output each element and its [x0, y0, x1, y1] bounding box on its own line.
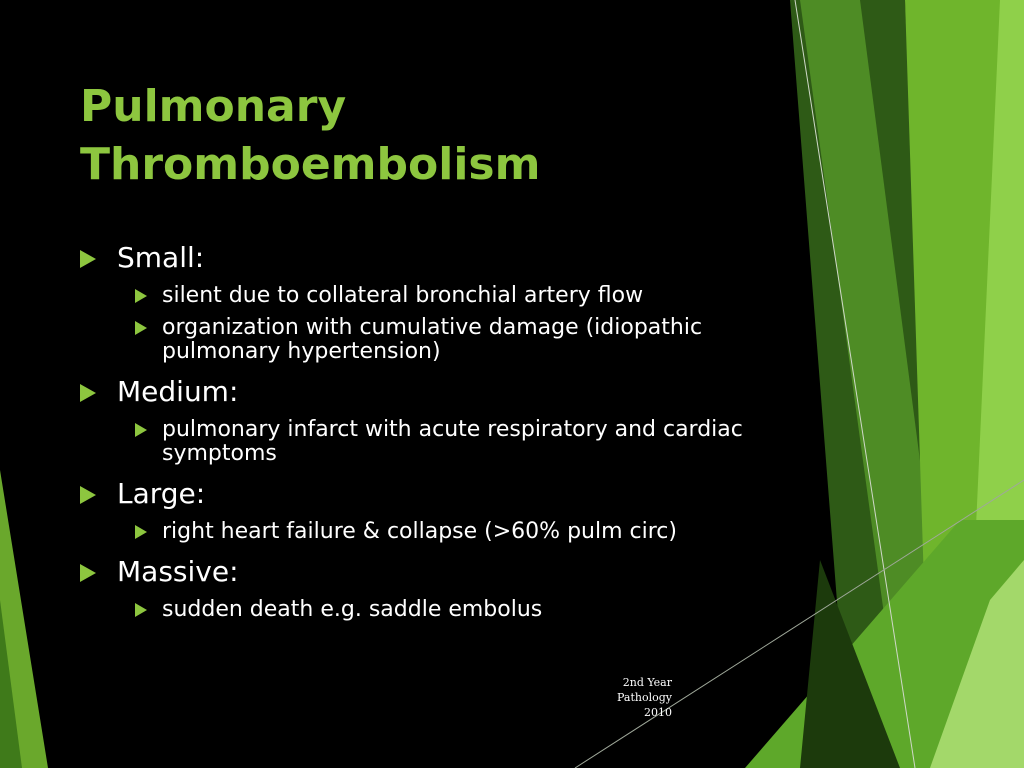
footer-line: 2nd Year	[622, 676, 672, 689]
sub-bullet-item	[135, 598, 752, 622]
bullet-list	[80, 238, 780, 630]
bullet-item-large	[80, 474, 780, 514]
triangle-right-icon	[80, 250, 96, 268]
triangle-right-icon	[135, 603, 147, 617]
slide-footer	[560, 675, 672, 720]
triangle-right-icon	[135, 289, 147, 303]
slide-title	[80, 78, 720, 194]
sub-bullet-item	[135, 520, 752, 544]
triangle-right-icon	[80, 384, 96, 402]
sub-bullet-text: pulmonary infarct with acute respiratory and cardiac symptoms	[162, 417, 743, 466]
bullet-label: Massive:	[117, 555, 239, 588]
bullet-item-small	[80, 238, 780, 278]
sub-bullet-item	[135, 316, 752, 364]
bullet-item-massive	[80, 552, 780, 592]
sub-bullet-text: organization with cumulative damage (idiopathic pulmonary hypertension)	[162, 315, 703, 364]
sub-bullet-text: silent due to collateral bronchial artery flow	[162, 283, 644, 308]
slide-title-line: Pulmonary	[80, 81, 347, 132]
footer-line: Pathology	[617, 691, 672, 704]
bullet-label: Large:	[117, 477, 206, 510]
slide-title-line: Thromboembolism	[80, 139, 541, 190]
bullet-label: Medium:	[117, 375, 239, 408]
sub-bullet-item	[135, 284, 752, 308]
sub-bullet-text: sudden death e.g. saddle embolus	[162, 597, 543, 622]
triangle-right-icon	[135, 525, 147, 539]
triangle-right-icon	[135, 321, 147, 335]
triangle-right-icon	[80, 564, 96, 582]
triangle-right-icon	[80, 486, 96, 504]
footer-line: 2010	[644, 706, 672, 719]
sub-bullet-text: right heart failure & collapse (>60% pulm circ)	[162, 519, 677, 544]
bullet-label: Small:	[117, 241, 205, 274]
sub-bullet-item	[135, 418, 752, 466]
triangle-right-icon	[135, 423, 147, 437]
bullet-item-medium	[80, 372, 780, 412]
